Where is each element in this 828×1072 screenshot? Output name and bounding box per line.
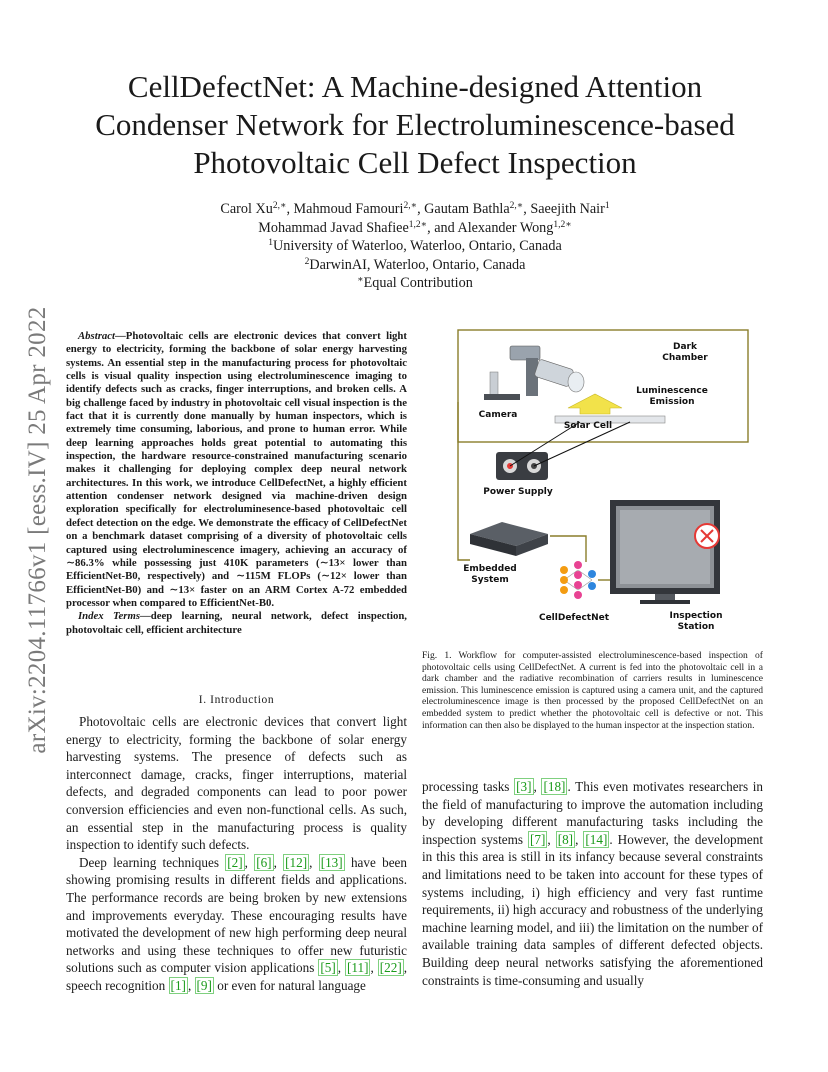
abstract [66, 330, 407, 637]
title-line-1: CellDefectNet: A Machine-designed Attention [127, 69, 703, 104]
index-terms [66, 610, 407, 637]
embedded-system-icon [470, 522, 548, 556]
index-terms-label: Index Terms [78, 610, 141, 623]
author-name: Carol Xu [220, 201, 273, 217]
citation-link[interactable]: [2] [227, 854, 243, 870]
citation-link[interactable]: [22] [379, 960, 402, 976]
label-luminescence-emission: Luminescence [636, 386, 708, 396]
arxiv-id: arXiv:2204.11766v1 [eess.IV] 25 Apr 2022 [24, 306, 51, 754]
citation-link[interactable]: [6] [256, 854, 272, 870]
citation-link[interactable]: [7] [529, 831, 546, 847]
author-line-1 [100, 200, 730, 219]
affiliation-1: $^1$University of Waterloo, Waterloo, Ontario, Canada [268, 238, 562, 255]
label-camera: Camera [478, 410, 518, 420]
title-line-3: Photovoltaic Cell Defect Inspection [193, 145, 637, 180]
author-name: , Mahmoud Famouri [286, 201, 404, 217]
affiliation-2: $^2$DarwinAI, Waterloo, Ontario, Canada [304, 256, 526, 273]
citation-link[interactable]: [11] [346, 960, 369, 976]
label-solar-cell: Solar Cell [563, 421, 613, 431]
paper-title [60, 68, 770, 182]
intro-paragraph-2-continued: processing tasks [3] , [18] . This even motivates researchers in the field of manufacturing to improve the automation including by developing different manufacturing tasks including the inspection systems [7] , [8] , [14] . However, the development in this this area is still in its infancy because several constraints and limitations need to be taken into account for these types of systems including, i) high efficiency and very fast runtime requirements, ii) high accuracy and robustness of the underlying machine learning model, and iii) the limitation on the number of available training data samples of different defected objects. Building deep neural networks satisfying the aforementioned constraints is time-consuming and usually [422, 779, 764, 988]
label-inspection-station: Station [677, 622, 715, 632]
author-affiliation-sup: 1,2∗ [553, 219, 572, 230]
citation-link[interactable]: [18] [543, 779, 566, 794]
citation-link[interactable]: [3] [516, 779, 532, 794]
inspection-station-icon [610, 500, 720, 604]
figure-1-workflow [440, 322, 760, 642]
author-affiliation-sup: 1 [604, 201, 610, 211]
author-name: , Saeejith Nair [523, 201, 605, 217]
citation-link[interactable]: [12] [285, 854, 308, 870]
author-affiliation-sup: 2,∗ [403, 201, 418, 211]
citation-link[interactable]: [14] [585, 831, 608, 847]
index-terms-text: —deep learning, neural network, defect inspection, photovoltaic cell, efficient architecture [66, 610, 407, 636]
label-embedded-system: System [471, 575, 509, 585]
citation-link[interactable]: [13] [320, 854, 343, 870]
citation-link[interactable]: [1] [170, 977, 186, 993]
author-name: Mohammad Javad Shafiee [258, 219, 409, 236]
connector-line [550, 536, 586, 562]
intro-paragraph-1: Photovoltaic cells are electronic devices that convert light energy to electricity, forming the backbone of solar energy harvesting systems. The presence of defects such as interconnect damage, cracks, finger interruptions, material defects, and degraded components can lead to poor power conversion efficiencies and even non-functional cells. As such, an essential step in the manufacturing process is quality inspection to identify such defects. [66, 714, 407, 853]
author-affiliation-sup: 2,∗ [272, 201, 287, 211]
abstract-paragraph [66, 330, 407, 610]
author-name: , and Alexander Wong [427, 219, 554, 236]
author-name: , Gautam Bathla [417, 201, 510, 217]
figure-1-caption: Fig. 1. Workflow for computer-assisted electroluminescence-based inspection of photovoltaic cells using CellDefectNet. A current is fed into the photovoltaic cell in a dark chamber and the radiative recombination of carriers results in luminescence emission. This luminescence emission is captured using a camera unit, and the captured electroluminescence image is then processed by the proposed CellDefectNet on an embedded system to predict whether the photovoltaic cell is defective or not. This information can then also be displayed to the human inspector at the inspection station. [422, 650, 763, 731]
abstract-text: —Photovoltaic cells are electronic devices that convert light energy to electricity, forming the backbone of solar energy harvesting systems. An essential step in the manufacturing process for photovoltaic cells is visual quality inspection using electroluminescence imaging to identify defects such as cracks, finger interruptions, and broken cells. A big challenge faced by industry in photovoltaic cell visual inspection is the fact that it is currently done manually by human inspectors, which is extremely time consuming, laborious, and prone to human error. While deep learning approaches holds great potential to automating this inspection, the hardware resource-constrained manufacturing scenario makes it challenging for deploying complex deep neural network architectures. In this work, we introduce CellDefectNet, a highly efficient attention condenser network designed via machine-driven design exploration specifically for electroluminesence-based photovoltaic cell defect detection on the edge. We demonstrate the efficacy of CellDefectNet on a benchmark dataset comprising of a diversity of photovoltaic cells captured using electroluminescence imagery, achieving an accuracy of ∼86.3% while possessing just 410K parameters (∼13× lower than EfficientNet-B0, respectively) and ∼115M FLOPs (∼12× lower than EfficientNet-B0) and ∼13× faster on an ARM Cortex A-72 embedded processor when compared to EfficientNet-B0. [66, 330, 407, 609]
label-inspection-station: Inspection [669, 611, 723, 621]
intro-paragraph-2: Deep learning techniques [2] , [6] , [12] , [13] have been showing promising results in different fields and applications. The performance records are being broken by new extensions and improvements everyday. These encouraging results have motivated the development of new high performing deep neural networks and using these techniques to offer new futuristic solutions such as computer vision applications [5] , [11] , [22] , speech recognition [1] , [9] or even for natural language [66, 854, 408, 993]
intro-left-column [66, 713, 407, 995]
label-embedded-system: Embedded [463, 564, 517, 574]
citation-link[interactable]: [8] [557, 831, 574, 847]
author-line-2 [100, 219, 730, 238]
citation-link[interactable]: [9] [196, 977, 212, 993]
title-line-2: Condenser Network for Electroluminescence-based [95, 107, 735, 142]
power-supply-icon [496, 452, 548, 480]
intro-right-column [422, 778, 763, 989]
equal-contribution-note: ∗Equal Contribution [357, 275, 473, 292]
author-affiliation-sup: 1,2∗ [408, 219, 428, 230]
label-luminescence-emission: Emission [649, 397, 695, 407]
label-dark-chamber: Chamber [662, 353, 708, 363]
arxiv-sidebar-stamp [18, 285, 58, 775]
citation-link[interactable]: [5] [320, 960, 336, 976]
label-dark-chamber: Dark [673, 342, 697, 352]
label-celldefectnet: CellDefectNet [538, 613, 610, 623]
label-power-supply: Power Supply [483, 487, 553, 497]
workflow-diagram [440, 322, 760, 642]
section-heading-introduction: I. Introduction [198, 694, 275, 706]
author-block [100, 200, 730, 293]
author-affiliation-sup: 2,∗ [509, 201, 524, 211]
celldefectnet-icon [560, 561, 596, 599]
abstract-label: Abstract [78, 330, 116, 342]
